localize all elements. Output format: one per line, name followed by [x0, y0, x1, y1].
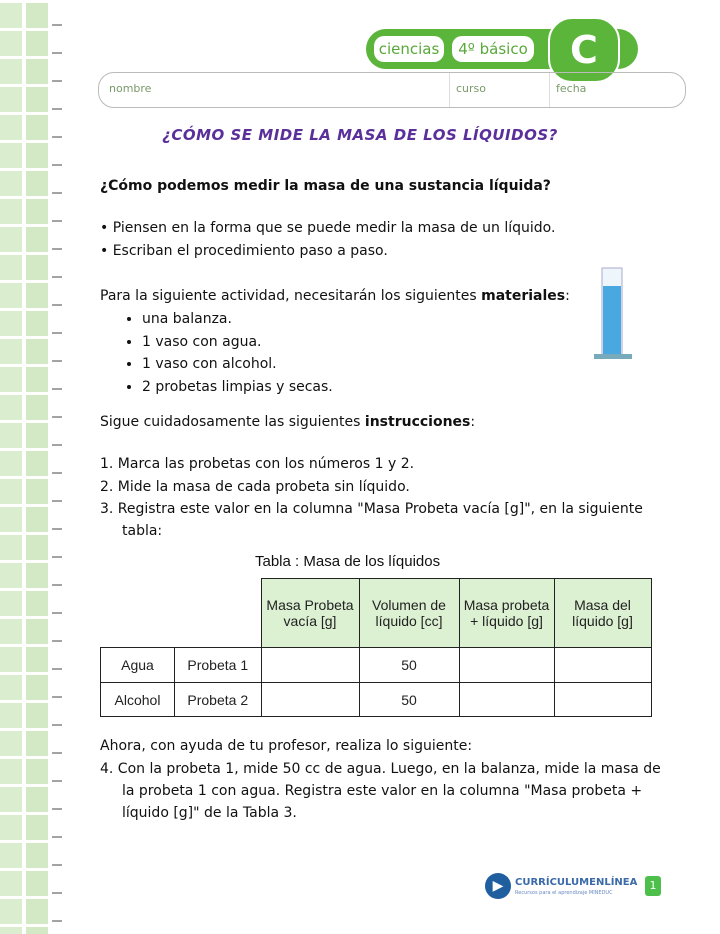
page-title: ¿CÓMO SE MIDE LA MASA DE LOS LÍQUIDOS? — [162, 126, 558, 144]
list-item: • 2 probetas limpias y secas. — [142, 376, 333, 399]
step: 1. Marca las probetas con los números 1 y 2. — [100, 456, 415, 472]
step: 2. Mide la masa de cada probeta sin líquido. — [100, 479, 410, 495]
step: la probeta 1 con agua. Registra este valor en la columna "Masa probeta + — [122, 783, 643, 799]
table-row: Alcohol Probeta 2 50 — [101, 683, 652, 717]
subject-tag: ciencias — [374, 36, 444, 62]
list-item: • 1 vaso con alcohol. — [142, 353, 333, 376]
materials-intro: Para la siguiente actividad, necesitarán los siguientes materiales: — [100, 288, 570, 304]
table-header: Masa del líquido [g] — [554, 579, 651, 648]
graduated-cylinder-image — [592, 266, 636, 370]
step: 4. Con la probeta 1, mide 50 cc de agua. Luego, en la balanza, mide la masa de — [100, 761, 661, 777]
play-logo-icon: ▶ — [485, 873, 511, 899]
list-item: • 1 vaso con agua. — [142, 331, 333, 354]
date-field[interactable]: fecha — [556, 82, 587, 95]
step: líquido [g]" de la Tabla 3. — [122, 805, 297, 821]
name-field[interactable]: nombre — [109, 82, 152, 95]
table-header: Masa probeta + líquido [g] — [459, 579, 554, 648]
step: 3. Registra este valor en la columna "Masa Probeta vacía [g]", en la siguiente — [100, 501, 643, 517]
bullet: • Escriban el procedimiento paso a paso. — [100, 243, 388, 259]
course-field[interactable]: curso — [456, 82, 487, 95]
brand-tagline: Recursos para el aprendizaje MINEDUC — [515, 890, 613, 896]
page-number: 1 — [645, 876, 661, 896]
brand-logo: CURRÍCULUMENLÍNEA — [515, 877, 638, 888]
list-item: • una balanza. — [142, 308, 333, 331]
bullet: • Piensen en la forma que se puede medir la masa de un líquido. — [100, 220, 556, 236]
materials-list — [142, 308, 333, 398]
table-row: Agua Probeta 1 50 — [101, 648, 652, 683]
subject-letter-badge: C — [548, 17, 620, 83]
step: tabla: — [122, 523, 163, 539]
after-text: Ahora, con ayuda de tu profesor, realiza lo siguiente: — [100, 738, 473, 754]
main-question: ¿Cómo podemos medir la masa de una sustancia líquida? — [100, 178, 551, 194]
table-header: Volumen de líquido [cc] — [359, 579, 459, 648]
instructions-intro: Sigue cuidadosamente las siguientes instrucciones: — [100, 414, 476, 430]
table-header: Masa Probeta vacía [g] — [261, 579, 359, 648]
table-caption: Tabla : Masa de los líquidos — [255, 553, 441, 570]
liquids-mass-table — [100, 578, 652, 717]
grade-tag: 4º básico — [452, 36, 534, 62]
student-info-box — [98, 72, 686, 108]
